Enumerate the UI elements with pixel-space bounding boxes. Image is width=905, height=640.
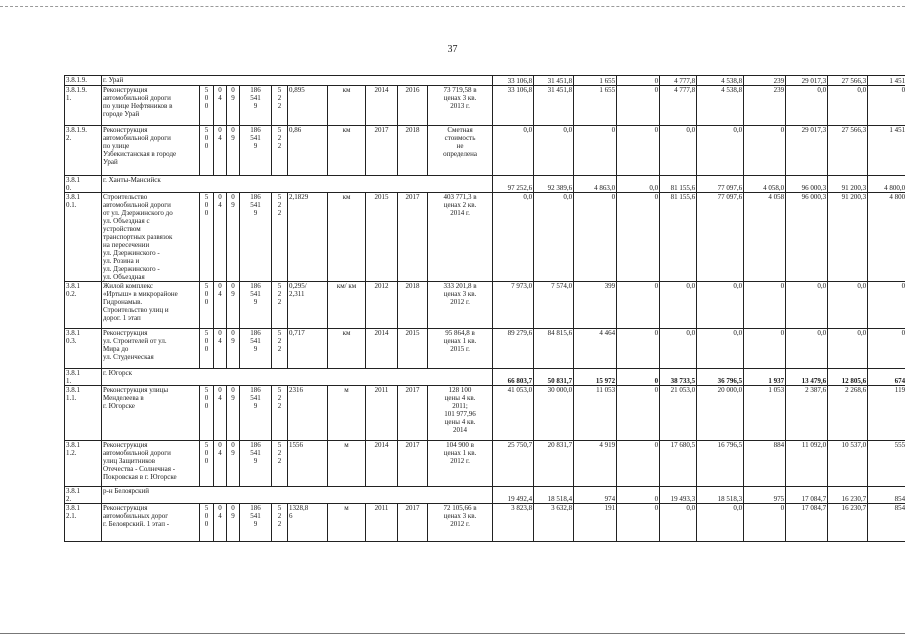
cell-unit: км bbox=[328, 126, 366, 176]
cell-extra-v1: 0 bbox=[617, 329, 660, 369]
cell-total-v2: 0,0 bbox=[660, 504, 697, 542]
cell-start-year: 2014 bbox=[366, 441, 398, 487]
cell-budget-v3: 10 537,0 bbox=[828, 441, 868, 487]
cell-total-v1: 41 053,0 bbox=[493, 386, 534, 441]
table-row bbox=[65, 504, 905, 542]
section-row bbox=[65, 176, 905, 193]
cell-end-year: 2017 bbox=[398, 193, 428, 282]
cell-kbk-1: 5 0 0 bbox=[200, 441, 214, 487]
cell-kbk-1: 5 0 0 bbox=[200, 504, 214, 542]
cell-total-v2: 0,0 bbox=[660, 282, 697, 329]
section-row bbox=[65, 487, 905, 504]
cell-name: Строительство автомобильной дороги от ул. Дзержинского до ул. Объездная с устройством транспортных развязок на пересечении ул. Дзержинского - ул. Розина и ул. Дзержинского - ул. Объездная bbox=[102, 193, 200, 282]
cell-other-v1: 4 464 bbox=[574, 329, 617, 369]
cell-name: Реконструкция автомобильных дорог г. Белоярский. 1 этап - bbox=[102, 504, 200, 542]
cell-budget-v2: 20 000,0 bbox=[697, 386, 744, 441]
cell-total-v3: 13 479,6 bbox=[786, 369, 828, 386]
cell-total-v1: 19 492,4 bbox=[493, 487, 534, 504]
cell-extra-v1: 0 bbox=[617, 86, 660, 126]
cell-kbk-3: 0 9 bbox=[227, 193, 240, 282]
cell-code: 3.8.1 1. bbox=[65, 369, 102, 386]
cell-length: 2,1829 bbox=[288, 193, 328, 282]
cell-budget-v2: 18 518,3 bbox=[697, 487, 744, 504]
cell-other-v2: 1 053 bbox=[744, 386, 786, 441]
cell-start-year: 2011 bbox=[366, 504, 398, 542]
cell-budget-v3: 12 805,6 bbox=[828, 369, 868, 386]
section-row bbox=[65, 369, 905, 386]
cell-name: Реконструкция автомобильной дороги по улице Нефтяников в городе Урай bbox=[102, 86, 200, 126]
cell-length: 0,295/ 2,311 bbox=[288, 282, 328, 329]
cell-code: 3.8.1 2. bbox=[65, 487, 102, 504]
cell-budget-v2: 0,0 bbox=[697, 282, 744, 329]
cell-total-v1: 89 279,6 bbox=[493, 329, 534, 369]
cell-end-year: 2015 bbox=[398, 329, 428, 369]
cell-extra-v1: 0 bbox=[617, 487, 660, 504]
cell-kbk-5: 5 2 2 bbox=[272, 126, 288, 176]
cell-estimate: 403 771,3 в ценах 2 кв. 2014 г. bbox=[428, 193, 493, 282]
cell-kbk-1: 5 0 0 bbox=[200, 282, 214, 329]
cell-kbk-5: 5 2 2 bbox=[272, 329, 288, 369]
cell-unit: м bbox=[328, 441, 366, 487]
cell-kbk-2: 0 4 bbox=[214, 282, 227, 329]
cell-kbk-5: 5 2 2 bbox=[272, 386, 288, 441]
cell-unit: м bbox=[328, 504, 366, 542]
cell-other-v3: 555 bbox=[868, 441, 905, 487]
cell-kbk-5: 5 2 2 bbox=[272, 504, 288, 542]
cell-code: 3.8.1 0. bbox=[65, 176, 102, 193]
table-row bbox=[65, 329, 905, 369]
cell-estimate: 72 105,66 в ценах 3 кв. 2012 г. bbox=[428, 504, 493, 542]
cell-kbk-4: 186 541 9 bbox=[240, 504, 272, 542]
cell-total-v3: 0,0 bbox=[786, 329, 828, 369]
cell-code: 3.8.1 0.3. bbox=[65, 329, 102, 369]
cell-other-v1: 1 655 bbox=[574, 86, 617, 126]
cell-total-v2: 4 777,8 bbox=[660, 76, 697, 86]
table-row bbox=[65, 86, 905, 126]
cell-budget-v1: 50 831,7 bbox=[534, 369, 574, 386]
cell-extra-v1: 0 bbox=[617, 126, 660, 176]
cell-end-year: 2016 bbox=[398, 86, 428, 126]
cell-extra-v1: 0,0 bbox=[617, 176, 660, 193]
cell-extra-v1: 0 bbox=[617, 441, 660, 487]
cell-budget-v3: 16 230,7 bbox=[828, 487, 868, 504]
cell-kbk-3: 0 9 bbox=[227, 86, 240, 126]
cell-budget-v3: 2 268,6 bbox=[828, 386, 868, 441]
cell-budget-v1: 30 000,0 bbox=[534, 386, 574, 441]
cell-estimate: 128 100 цены 4 кв. 2011; 101 977,96 цены 4 кв. 2014 bbox=[428, 386, 493, 441]
cell-total-v3: 96 000,3 bbox=[786, 176, 828, 193]
cell-kbk-1: 5 0 0 bbox=[200, 86, 214, 126]
cell-total-v1: 25 750,7 bbox=[493, 441, 534, 487]
cell-kbk-3: 0 9 bbox=[227, 282, 240, 329]
cell-total-v3: 17 084,7 bbox=[786, 504, 828, 542]
cell-total-v2: 17 680,5 bbox=[660, 441, 697, 487]
cell-kbk-1: 5 0 0 bbox=[200, 126, 214, 176]
cell-other-v1: 4 919 bbox=[574, 441, 617, 487]
cell-start-year: 2014 bbox=[366, 86, 398, 126]
cell-start-year: 2012 bbox=[366, 282, 398, 329]
cell-extra-v1: 0 bbox=[617, 76, 660, 86]
cell-kbk-3: 0 9 bbox=[227, 386, 240, 441]
cell-total-v3: 11 092,0 bbox=[786, 441, 828, 487]
cell-code: 3.8.1.9. 2. bbox=[65, 126, 102, 176]
cell-end-year: 2017 bbox=[398, 386, 428, 441]
cell-other-v3: 854 bbox=[868, 487, 905, 504]
cell-estimate: 333 201,8 в ценах 3 кв. 2012 г. bbox=[428, 282, 493, 329]
cell-budget-v3: 27 566,3 bbox=[828, 76, 868, 86]
cell-budget-v1: 92 389,6 bbox=[534, 176, 574, 193]
cell-total-v1: 33 106,8 bbox=[493, 76, 534, 86]
cell-length: 1328,8 6 bbox=[288, 504, 328, 542]
cell-budget-v1: 7 574,0 bbox=[534, 282, 574, 329]
cell-extra-v1: 0 bbox=[617, 386, 660, 441]
cell-code: 3.8.1 0.1. bbox=[65, 193, 102, 282]
cell-budget-v2: 16 796,5 bbox=[697, 441, 744, 487]
table-row bbox=[65, 126, 905, 176]
cell-kbk-4: 186 541 9 bbox=[240, 193, 272, 282]
cell-kbk-3: 0 9 bbox=[227, 441, 240, 487]
cell-budget-v1: 0,0 bbox=[534, 126, 574, 176]
section-row bbox=[65, 76, 905, 86]
cell-other-v2: 0 bbox=[744, 282, 786, 329]
cell-kbk-5: 5 2 2 bbox=[272, 86, 288, 126]
cell-name: Реконструкция автомобильной дороги по улице Узбекистанская в городе Урай bbox=[102, 126, 200, 176]
cell-extra-v1: 0 bbox=[617, 193, 660, 282]
cell-length: 0,895 bbox=[288, 86, 328, 126]
cell-end-year: 2017 bbox=[398, 441, 428, 487]
table-row bbox=[65, 386, 905, 441]
cell-kbk-1: 5 0 0 bbox=[200, 386, 214, 441]
cell-kbk-5: 5 2 2 bbox=[272, 193, 288, 282]
cell-total-v3: 29 017,3 bbox=[786, 126, 828, 176]
cell-code: 3.8.1 2.1. bbox=[65, 504, 102, 542]
cell-extra-v1: 0 bbox=[617, 369, 660, 386]
cell-other-v3: 4 800 bbox=[868, 193, 905, 282]
cell-kbk-1: 5 0 0 bbox=[200, 329, 214, 369]
cell-other-v3: 4 800,0 bbox=[868, 176, 905, 193]
cell-other-v1: 0 bbox=[574, 126, 617, 176]
cell-kbk-4: 186 541 9 bbox=[240, 86, 272, 126]
cell-total-v1: 3 823,8 bbox=[493, 504, 534, 542]
cell-length: 0,717 bbox=[288, 329, 328, 369]
cell-end-year: 2018 bbox=[398, 282, 428, 329]
cell-other-v3: 1 451 bbox=[868, 126, 905, 176]
cell-total-v2: 21 053,0 bbox=[660, 386, 697, 441]
cell-code: 3.8.1 0.2. bbox=[65, 282, 102, 329]
cell-name: г. Ханты-Мансийск bbox=[102, 176, 493, 193]
cell-other-v2: 0 bbox=[744, 126, 786, 176]
cell-other-v2: 4 058 bbox=[744, 193, 786, 282]
cell-total-v2: 38 733,5 bbox=[660, 369, 697, 386]
cell-total-v2: 4 777,8 bbox=[660, 86, 697, 126]
cell-budget-v1: 84 815,6 bbox=[534, 329, 574, 369]
cell-end-year: 2018 bbox=[398, 126, 428, 176]
cell-other-v2: 239 bbox=[744, 76, 786, 86]
cell-kbk-4: 186 541 9 bbox=[240, 329, 272, 369]
cell-name: Реконструкция ул. Строителей от ул. Мира до ул. Студенческая bbox=[102, 329, 200, 369]
cell-kbk-3: 0 9 bbox=[227, 126, 240, 176]
cell-unit: км bbox=[328, 193, 366, 282]
cell-kbk-2: 0 4 bbox=[214, 126, 227, 176]
cell-other-v1: 15 972 bbox=[574, 369, 617, 386]
cell-other-v2: 4 058,0 bbox=[744, 176, 786, 193]
cell-total-v1: 33 106,8 bbox=[493, 86, 534, 126]
cell-estimate: 104 900 в ценах 1 кв. 2012 г. bbox=[428, 441, 493, 487]
cell-unit: км/ км bbox=[328, 282, 366, 329]
cell-budget-v2: 36 796,5 bbox=[697, 369, 744, 386]
cell-kbk-5: 5 2 2 bbox=[272, 282, 288, 329]
cell-total-v2: 0,0 bbox=[660, 126, 697, 176]
cell-estimate: Сметная стоимость не определена bbox=[428, 126, 493, 176]
cell-other-v2: 239 bbox=[744, 86, 786, 126]
table-row bbox=[65, 441, 905, 487]
cell-budget-v2: 0,0 bbox=[697, 504, 744, 542]
cell-budget-v3: 16 230,7 bbox=[828, 504, 868, 542]
cell-kbk-2: 0 4 bbox=[214, 504, 227, 542]
cell-estimate: 95 864,8 в ценах 1 кв. 2015 г. bbox=[428, 329, 493, 369]
table-row bbox=[65, 193, 905, 282]
cell-kbk-4: 186 541 9 bbox=[240, 386, 272, 441]
cell-kbk-3: 0 9 bbox=[227, 329, 240, 369]
cell-start-year: 2014 bbox=[366, 329, 398, 369]
cell-unit: км bbox=[328, 329, 366, 369]
cell-kbk-2: 0 4 bbox=[214, 386, 227, 441]
cell-other-v1: 974 bbox=[574, 487, 617, 504]
cell-other-v3: 0 bbox=[868, 86, 905, 126]
cell-name: Жилой комплекс «Иртыш» в микрорайоне Гидронамыв. Строительство улиц и дорог. 1 этап bbox=[102, 282, 200, 329]
cell-name: р-н Белоярский bbox=[102, 487, 493, 504]
cell-other-v1: 4 863,0 bbox=[574, 176, 617, 193]
cell-total-v1: 0,0 bbox=[493, 193, 534, 282]
cell-kbk-4: 186 541 9 bbox=[240, 282, 272, 329]
cell-start-year: 2015 bbox=[366, 193, 398, 282]
cell-budget-v2: 0,0 bbox=[697, 329, 744, 369]
cell-total-v1: 0,0 bbox=[493, 126, 534, 176]
cell-budget-v3: 0,0 bbox=[828, 282, 868, 329]
cell-other-v1: 11 053 bbox=[574, 386, 617, 441]
cell-total-v2: 0,0 bbox=[660, 329, 697, 369]
cell-budget-v3: 0,0 bbox=[828, 86, 868, 126]
cell-total-v1: 7 973,0 bbox=[493, 282, 534, 329]
cell-kbk-2: 0 4 bbox=[214, 193, 227, 282]
cell-other-v2: 975 bbox=[744, 487, 786, 504]
page-number: 37 bbox=[447, 44, 458, 55]
cell-budget-v3: 0,0 bbox=[828, 329, 868, 369]
cell-name: Реконструкция улицы Менделеева в г. Югорске bbox=[102, 386, 200, 441]
cell-budget-v2: 77 097,6 bbox=[697, 176, 744, 193]
cell-kbk-1: 5 0 0 bbox=[200, 193, 214, 282]
cell-total-v1: 97 252,6 bbox=[493, 176, 534, 193]
cell-kbk-2: 0 4 bbox=[214, 441, 227, 487]
cell-estimate: 73 719,58 в ценах 3 кв. 2013 г. bbox=[428, 86, 493, 126]
cell-total-v3: 0,0 bbox=[786, 86, 828, 126]
cell-budget-v1: 31 451,8 bbox=[534, 86, 574, 126]
cell-total-v3: 2 387,6 bbox=[786, 386, 828, 441]
cell-budget-v1: 3 632,8 bbox=[534, 504, 574, 542]
cell-other-v3: 0 bbox=[868, 329, 905, 369]
cell-budget-v2: 4 538,8 bbox=[697, 86, 744, 126]
cell-kbk-4: 186 541 9 bbox=[240, 126, 272, 176]
cell-code: 3.8.1.9. bbox=[65, 76, 102, 86]
cell-total-v2: 81 155,6 bbox=[660, 193, 697, 282]
cell-other-v1: 191 bbox=[574, 504, 617, 542]
cell-total-v3: 96 000,3 bbox=[786, 193, 828, 282]
cell-budget-v3: 91 200,3 bbox=[828, 176, 868, 193]
cell-code: 3.8.1.9. 1. bbox=[65, 86, 102, 126]
cell-end-year: 2017 bbox=[398, 504, 428, 542]
cell-start-year: 2017 bbox=[366, 126, 398, 176]
cell-other-v2: 1 937 bbox=[744, 369, 786, 386]
cell-budget-v3: 91 200,3 bbox=[828, 193, 868, 282]
cell-other-v3: 119 bbox=[868, 386, 905, 441]
cell-budget-v1: 0,0 bbox=[534, 193, 574, 282]
cell-name: г. Югорск bbox=[102, 369, 493, 386]
cell-kbk-5: 5 2 2 bbox=[272, 441, 288, 487]
cell-kbk-4: 186 541 9 bbox=[240, 441, 272, 487]
scan-top-edge bbox=[0, 6, 905, 7]
cell-budget-v2: 0,0 bbox=[697, 126, 744, 176]
cell-start-year: 2011 bbox=[366, 386, 398, 441]
cell-total-v2: 81 155,6 bbox=[660, 176, 697, 193]
cell-extra-v1: 0 bbox=[617, 504, 660, 542]
cell-other-v1: 399 bbox=[574, 282, 617, 329]
cell-length: 2316 bbox=[288, 386, 328, 441]
cell-other-v3: 1 451 bbox=[868, 76, 905, 86]
cell-budget-v1: 18 518,4 bbox=[534, 487, 574, 504]
cell-budget-v2: 77 097,6 bbox=[697, 193, 744, 282]
scan-bottom-edge bbox=[0, 633, 905, 634]
cell-other-v1: 1 655 bbox=[574, 76, 617, 86]
cell-other-v3: 854 bbox=[868, 504, 905, 542]
cell-total-v3: 17 084,7 bbox=[786, 487, 828, 504]
table-body bbox=[65, 76, 905, 542]
cell-budget-v1: 20 831,7 bbox=[534, 441, 574, 487]
cell-length: 1556 bbox=[288, 441, 328, 487]
cell-unit: м bbox=[328, 386, 366, 441]
cell-kbk-3: 0 9 bbox=[227, 504, 240, 542]
cell-total-v1: 66 803,7 bbox=[493, 369, 534, 386]
cell-budget-v3: 27 566,3 bbox=[828, 126, 868, 176]
budget-table bbox=[64, 75, 905, 542]
cell-code: 3.8.1 1.1. bbox=[65, 386, 102, 441]
table-row bbox=[65, 282, 905, 329]
cell-other-v1: 0 bbox=[574, 193, 617, 282]
cell-total-v3: 0,0 bbox=[786, 282, 828, 329]
cell-unit: км bbox=[328, 86, 366, 126]
cell-other-v2: 884 bbox=[744, 441, 786, 487]
cell-total-v3: 29 017,3 bbox=[786, 76, 828, 86]
cell-name: г. Урай bbox=[102, 76, 493, 86]
cell-budget-v1: 31 451,8 bbox=[534, 76, 574, 86]
cell-kbk-2: 0 4 bbox=[214, 86, 227, 126]
cell-extra-v1: 0 bbox=[617, 282, 660, 329]
cell-name: Реконструкция автомобильной дороги улиц Защитников Отечества - Солнечная - Покровская в г. Югорске bbox=[102, 441, 200, 487]
cell-other-v3: 674 bbox=[868, 369, 905, 386]
cell-total-v2: 19 493,3 bbox=[660, 487, 697, 504]
cell-budget-v2: 4 538,8 bbox=[697, 76, 744, 86]
cell-other-v3: 0 bbox=[868, 282, 905, 329]
cell-other-v2: 0 bbox=[744, 504, 786, 542]
cell-other-v2: 0 bbox=[744, 329, 786, 369]
cell-code: 3.8.1 1.2. bbox=[65, 441, 102, 487]
cell-length: 0,86 bbox=[288, 126, 328, 176]
cell-kbk-2: 0 4 bbox=[214, 329, 227, 369]
